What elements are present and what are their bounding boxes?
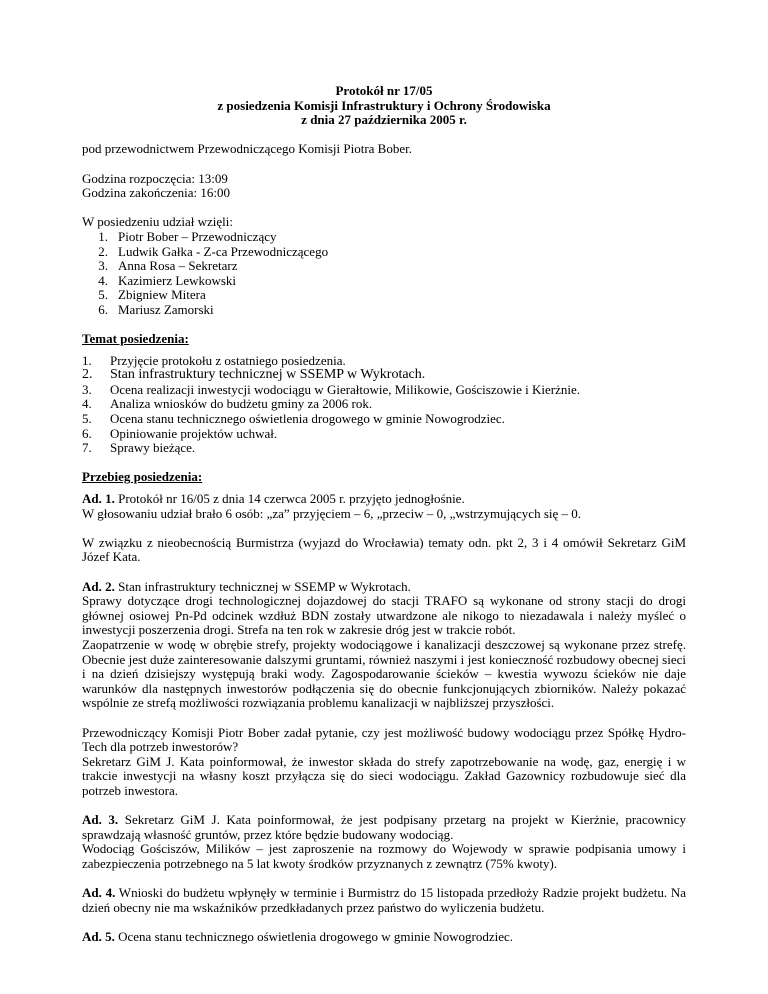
ad5-paragraph: Ad. 5. Ocena stanu technicznego oświetlenia drogowego w gminie Nowogrodziec. <box>82 928 514 944</box>
ad1-paragraph: Ad. 1. Protokół nr 16/05 z dnia 14 czerwca 2005 r. przyjęto jednogłośnie. <box>82 491 465 507</box>
list-item: 6. Mariusz Zamorski <box>98 301 214 317</box>
chair-question: Przewodniczący Komisji Piotr Bober zadał pytanie, czy jest możliwość budowy wodociągu przez Spółkę Hydro-Tech dla potrzeb inwestorów? <box>82 724 686 755</box>
meeting-date: z dnia 27 października 2005 r. <box>301 112 467 128</box>
chair-line: pod przewodnictwem Przewodniczącego Komisji Piotra Bober. <box>82 141 412 157</box>
time-end: Godzina zakończenia: 16:00 <box>82 185 230 201</box>
absence-note: W związku z nieobecnością Burmistrza (wyjazd do Wrocławia) tematy odn. pkt 2, 3 i 4 omówił Sekretarz GiM Józef Kata. <box>82 534 686 565</box>
ad3-paragraph: Ad. 3. Sekretarz GiM J. Kata poinformował, że jest podpisany przetarg na projekt w Kierżnie, pracownicy sprawdzają własność gruntów, przez które będzie budowany wodociąg. <box>82 812 686 842</box>
ad2-water-text: Zaopatrzenie w wodę w obrębie strefy, projekty wodociągowe i kanalizacji deszczowej są wykonane przez strefę. Obecnie jest duże zainteresowanie dalszymi gruntami, również naszymi i jest konieczność rozbudowy obecnej sieci i na dzień dzisiejszy występują braki wody. Zagospodarowanie ścieków – kwestia wywozu ścieków nie daje warunków dla następnych inwestorów podłączenia się do obecnie funkcjonujących zbiorników. Należy pokazać wspólnie ze strefą możliwości rozwiązania problemu kanalizacji w najbliższej przyszłości. <box>82 636 686 711</box>
list-item: 7. Sprawy bieżące. <box>82 440 196 456</box>
ad3-water-supply: Wodociąg Gościszów, Milików – jest zaproszenie na rozmowy do Wojewody w sprawie podpisania umowy i zabezpieczenia potrzebnego na 5 lat kwoty środków przyznanych z zewnątrz (75% kwoty). <box>82 841 686 871</box>
list-item: 5. Zbigniew Mitera <box>98 287 206 303</box>
protocol-number: Protokół nr 17/05 <box>335 83 433 98</box>
ad2-paragraph: Ad. 2. Stan infrastruktury technicznej w SSEMP w Wykrotach. <box>82 578 411 594</box>
participants-intro: W posiedzeniu udział wzięli: <box>82 214 234 230</box>
ad3-label: Ad. 3. <box>82 812 119 828</box>
list-item: 4. Analiza wniosków do budżetu gminy za 2006 rok. <box>82 396 373 412</box>
participants-list <box>82 230 686 318</box>
list-item: 3. Anna Rosa – Sekretarz <box>98 258 238 274</box>
list-item: 1. Piotr Bober – Przewodniczący <box>98 228 277 244</box>
proceedings-title: Przebieg posiedzenia: <box>82 469 203 485</box>
ad1-vote: W głosowaniu udział brało 6 osób: „za” przyjęciem – 6, „przeciw – 0, „wstrzymujących się – 0. <box>82 505 582 521</box>
ad5-label: Ad. 5. <box>82 928 115 944</box>
agenda-list <box>82 354 686 456</box>
ad2-label: Ad. 2. <box>82 578 115 594</box>
ad2-road-text: Sprawy dotyczące drogi technologicznej dojazdowej do stacji TRAFO są wykonane od strony stacji do drogi głównej osiowej Pn-Pd odcinek wzdłuż BDN zostały utwardzone ale nikogo to niezadawala i należy myśleć o inwestycji poszerzenia drogi. Strefa na ten rok w zakresie dróg jest w trakcie robót. <box>82 593 686 638</box>
list-item: 3. Ocena realizacji inwestycji wodociągu w Gierałtowie, Milikowie, Gościszowie i Kierżnie. <box>82 381 581 397</box>
ad4-label: Ad. 4. <box>82 885 116 901</box>
list-item: 2. Ludwik Gałka - Z-ca Przewodniczącego <box>98 243 329 259</box>
secretary-answer: Sekretarz GiM J. Kata poinformował, że inwestor składa do strefy zapotrzebowanie na wodę, gaz, energię i w trakcie inwestycji na własny koszt przyłącza się do sieci wodociągu. Zakład Gazownicy rozbudowuje sieć dla potrzeb inwestora. <box>82 753 686 798</box>
agenda-title: Temat posiedzenia: <box>82 331 189 347</box>
list-item: 4. Kazimierz Lewkowski <box>98 272 237 288</box>
list-item: 5. Ocena stanu technicznego oświetlenia drogowego w gminie Nowogrodziec. <box>82 411 505 427</box>
list-item: 1. Przyjęcie protokołu z ostatniego posiedzenia. <box>82 352 346 368</box>
document-header <box>82 84 686 128</box>
list-item: 2. Stan infrastruktury technicznej w SSEMP w Wykrotach. <box>82 367 426 383</box>
ad1-label: Ad. 1. <box>82 491 115 507</box>
list-item: 6. Opiniowanie projektów uchwał. <box>82 425 278 441</box>
time-start: Godzina rozpoczęcia: 13:09 <box>82 170 228 186</box>
meeting-subject: z posiedzenia Komisji Infrastruktury i Ochrony Środowiska <box>217 97 551 113</box>
ad4-paragraph: Ad. 4. Wnioski do budżetu wpłynęły w terminie i Burmistrz do 15 listopada przedłoży Radzie projekt budżetu. Na dzień obecny nie ma wskaźników przedkładanych przez państwo do wyliczenia budżetu. <box>82 885 686 915</box>
